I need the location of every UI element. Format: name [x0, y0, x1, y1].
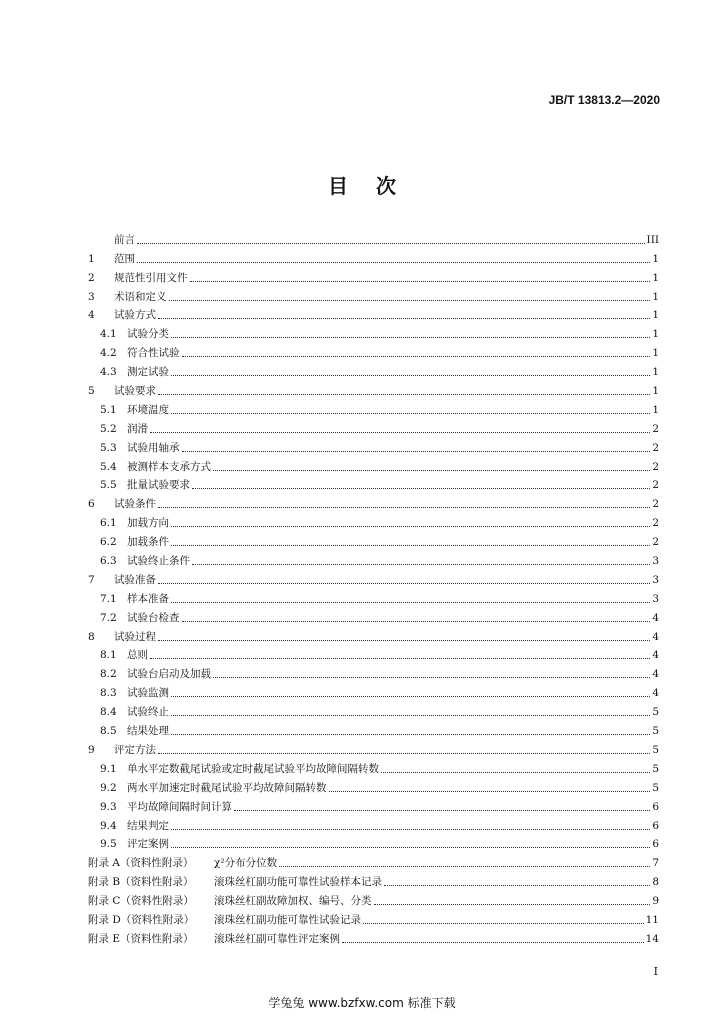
toc-entry[interactable]	[88, 587, 659, 606]
leader-dots	[171, 374, 650, 376]
toc-entry-label: 结果处理	[127, 725, 169, 738]
toc-entry[interactable]	[88, 360, 659, 379]
leader-dots	[213, 676, 650, 678]
title-char-1: 目	[328, 174, 348, 198]
toc-entry-number: 附录 E（资料性附录）	[88, 932, 194, 945]
toc-entry-page: 1	[652, 271, 659, 284]
toc-entry-page: 5	[652, 743, 659, 756]
toc-entry-number: 6.3	[100, 555, 117, 568]
toc-entry-number: 5.4	[100, 460, 117, 473]
toc-entry-number: 5	[88, 385, 95, 398]
page-number: I	[653, 965, 658, 978]
toc-entry[interactable]	[88, 644, 659, 663]
toc-entry-number: 9.5	[100, 838, 117, 851]
toc-entry-label: 评定方法	[114, 743, 156, 756]
leader-dots	[381, 771, 650, 773]
leader-dots	[329, 790, 651, 792]
toc-entry-label: 结果判定	[127, 819, 169, 832]
toc-entry-page: 4	[652, 687, 659, 700]
toc-entry-page: 6	[652, 800, 659, 813]
toc-entry-label: 滚珠丝杠副功能可靠性试验样本记录	[214, 876, 382, 889]
toc-entry-page: 4	[652, 611, 659, 624]
toc-entry[interactable]	[88, 795, 659, 814]
toc-entry-number: 9.4	[100, 819, 117, 832]
toc-entry-label: 试验监测	[127, 687, 169, 700]
toc-entry-page: 2	[652, 517, 659, 530]
toc-entry-page: 1	[652, 403, 659, 416]
toc-entry-label: 试验终止条件	[127, 555, 190, 568]
toc-entry[interactable]	[88, 681, 659, 700]
toc-entry-label: 滚珠丝杠副故障加权、编号、分类	[214, 895, 372, 908]
toc-entry-number: 7.1	[100, 592, 117, 605]
toc-entry-number: 3	[88, 290, 95, 303]
toc-entry-number: 附录 C（资料性附录）	[88, 895, 194, 908]
toc-entry-number: 4.3	[100, 366, 117, 379]
toc-entry-label: 批量试验要求	[127, 479, 190, 492]
toc-entry[interactable]	[88, 322, 659, 341]
toc-entry-page: 1	[652, 385, 659, 398]
leader-dots	[171, 525, 650, 527]
leader-dots	[171, 733, 650, 735]
toc-entry-number: 6.2	[100, 536, 117, 549]
leader-dots	[342, 941, 644, 943]
toc-entry-number: 7.2	[100, 611, 117, 624]
toc-entry[interactable]	[88, 474, 659, 493]
toc-entry-label: 平均故障间隔时间计算	[127, 800, 232, 813]
toc-entry-label: 单水平定数截尾试验或定时截尾试验平均故障间隔转数	[127, 762, 379, 775]
toc-entry-label: 测定试验	[127, 366, 169, 379]
toc-entry-label: 润滑	[127, 422, 148, 435]
toc-entry-page: 4	[652, 649, 659, 662]
toc-entry-number: 附录 A（资料性附录）	[88, 857, 194, 870]
toc-entry-number: 4	[88, 309, 95, 322]
toc-entry[interactable]	[88, 341, 659, 360]
toc-entry[interactable]	[88, 228, 659, 247]
leader-dots	[171, 544, 650, 546]
toc-entry-number: 8.3	[100, 687, 117, 700]
toc-entry-number: 5.1	[100, 403, 117, 416]
toc-entry[interactable]	[88, 568, 659, 587]
leader-dots	[279, 865, 650, 867]
toc-entry-label: 规范性引用文件	[114, 271, 188, 284]
toc-entry-page: 5	[652, 781, 659, 794]
toc-entry-label: 试验终止	[127, 706, 169, 719]
toc-entry-page: 4	[652, 668, 659, 681]
toc-entry-label: 环境温度	[127, 403, 169, 416]
toc-entry[interactable]	[88, 757, 659, 776]
leader-dots	[374, 903, 651, 905]
toc-entry-number: 4.2	[100, 347, 117, 360]
toc-entry-page: 5	[652, 725, 659, 738]
toc-entry-page: 1	[652, 366, 659, 379]
leader-dots	[213, 469, 650, 471]
toc-entry-page: 2	[652, 460, 659, 473]
leader-dots	[137, 261, 650, 263]
toc-entry-number: 6.1	[100, 517, 117, 530]
toc-entry-page: 3	[652, 555, 659, 568]
leader-dots	[234, 809, 650, 811]
leader-dots	[171, 846, 650, 848]
toc-entry-number: 1	[88, 252, 95, 265]
toc-entry[interactable]	[88, 492, 659, 511]
toc-entry-page: III	[646, 233, 659, 246]
toc-entry-label: 试验过程	[114, 630, 156, 643]
leader-dots	[171, 714, 650, 716]
toc-entry-number: 4.1	[100, 328, 117, 341]
toc-entry-number: 9.3	[100, 800, 117, 813]
toc-entry-page: 2	[652, 498, 659, 511]
toc-entry-number: 附录 D（资料性附录）	[88, 913, 195, 926]
document-number: JB/T 13813.2—2020	[548, 93, 660, 107]
page-title	[0, 170, 724, 199]
leader-dots	[192, 487, 650, 489]
toc-entry-page: 1	[652, 328, 659, 341]
leader-dots	[137, 242, 645, 244]
toc-entry-label: 术语和定义	[114, 290, 167, 303]
toc-entry[interactable]	[88, 719, 659, 738]
toc-entry-page: 4	[652, 630, 659, 643]
toc-entry-page: 8	[652, 876, 659, 889]
toc-entry-page: 1	[652, 252, 659, 265]
toc-entry-label: 加载方向	[127, 517, 169, 530]
leader-dots	[158, 752, 650, 754]
table-of-contents	[88, 228, 659, 946]
toc-entry-page: 9	[652, 895, 659, 908]
toc-entry-label: 试验方式	[114, 309, 156, 322]
leader-dots	[182, 450, 651, 452]
toc-entry-page: 1	[652, 347, 659, 360]
toc-entry-number: 5.5	[100, 479, 117, 492]
toc-entry-page: 6	[652, 838, 659, 851]
toc-entry[interactable]	[88, 606, 659, 625]
toc-entry-number: 附录 B（资料性附录）	[88, 876, 194, 889]
toc-entry-page: 1	[652, 290, 659, 303]
toc-entry-number: 8	[88, 630, 95, 643]
leader-dots	[171, 336, 650, 338]
title-char-2: 次	[376, 174, 396, 198]
toc-entry[interactable]	[88, 814, 659, 833]
toc-entry[interactable]	[88, 379, 659, 398]
toc-entry-label: 试验台启动及加载	[127, 668, 211, 681]
toc-entry-page: 5	[652, 706, 659, 719]
toc-entry-number: 8.1	[100, 649, 117, 662]
toc-entry-page: 2	[652, 441, 659, 454]
toc-entry-page: 3	[652, 573, 659, 586]
toc-entry-number: 7	[88, 573, 95, 586]
toc-entry-label: 试验用轴承	[127, 441, 180, 454]
leader-dots	[158, 639, 650, 641]
toc-entry[interactable]	[88, 833, 659, 852]
toc-entry-label: 滚珠丝杠副可靠性评定案例	[214, 932, 340, 945]
toc-entry-label: 符合性试验	[127, 347, 180, 360]
toc-entry[interactable]	[88, 285, 659, 304]
toc-entry[interactable]	[88, 738, 659, 757]
toc-entry-label: 试验台检查	[127, 611, 180, 624]
toc-entry-label: 两水平加速定时截尾试验平均故障间隔转数	[127, 781, 327, 794]
toc-entry-label: 加载条件	[127, 536, 169, 549]
toc-entry-page: 2	[652, 422, 659, 435]
toc-entry-number: 8.5	[100, 725, 117, 738]
toc-entry-page: 2	[652, 536, 659, 549]
toc-entry-label: 试验准备	[114, 573, 156, 586]
toc-entry-number: 5.2	[100, 422, 117, 435]
toc-entry[interactable]	[88, 266, 659, 285]
leader-dots	[158, 393, 650, 395]
toc-entry-number: 2	[88, 271, 95, 284]
toc-entry-page: 3	[652, 592, 659, 605]
toc-entry-page: 6	[652, 819, 659, 832]
toc-entry[interactable]	[88, 549, 659, 568]
toc-entry-number: 9	[88, 743, 95, 756]
toc-entry-page: 14	[645, 932, 659, 945]
toc-entry[interactable]	[88, 851, 659, 870]
toc-entry[interactable]	[88, 908, 659, 927]
toc-entry-label: 评定案例	[127, 838, 169, 851]
toc-entry-label: 试验分类	[127, 328, 169, 341]
leader-dots	[169, 299, 651, 301]
toc-entry-label: 试验条件	[114, 498, 156, 511]
toc-entry[interactable]	[88, 530, 659, 549]
toc-entry-page: 11	[645, 913, 659, 926]
toc-entry[interactable]	[88, 511, 659, 530]
leader-dots	[171, 412, 650, 414]
leader-dots	[190, 280, 651, 282]
leader-dots	[363, 922, 644, 924]
leader-dots	[171, 601, 650, 603]
leader-dots	[182, 620, 651, 622]
toc-entry[interactable]	[88, 700, 659, 719]
toc-entry[interactable]	[88, 927, 659, 946]
leader-dots	[192, 563, 650, 565]
leader-dots	[150, 431, 650, 433]
toc-entry-number: 6	[88, 498, 95, 511]
leader-dots	[384, 884, 650, 886]
toc-entry-number: 8.4	[100, 706, 117, 719]
toc-entry-label: 样本准备	[127, 592, 169, 605]
leader-dots	[171, 695, 650, 697]
toc-entry[interactable]	[88, 662, 659, 681]
toc-entry-page: 1	[652, 309, 659, 322]
toc-entry[interactable]	[88, 417, 659, 436]
toc-entry[interactable]	[88, 625, 659, 644]
toc-entry[interactable]	[88, 436, 659, 455]
leader-dots	[158, 317, 650, 319]
toc-entry-label: 总则	[127, 649, 148, 662]
toc-entry-label: 范围	[114, 252, 135, 265]
toc-entry[interactable]	[88, 247, 659, 266]
toc-entry[interactable]	[88, 776, 659, 795]
leader-dots	[150, 657, 650, 659]
watermark-text: 学兔兔 www.bzfxw.com 标准下载	[268, 996, 456, 1010]
toc-entry-number: 5.3	[100, 441, 117, 454]
toc-entry-page: 7	[652, 857, 659, 870]
leader-dots	[158, 582, 650, 584]
toc-entry-label: χ²分布分位数	[214, 857, 278, 870]
leader-dots	[171, 828, 650, 830]
leader-dots	[158, 506, 650, 508]
toc-entry[interactable]	[88, 304, 659, 323]
toc-entry-page: 2	[652, 479, 659, 492]
toc-entry-label: 前言	[114, 233, 135, 246]
toc-entry-number: 9.1	[100, 762, 117, 775]
toc-entry-label: 滚珠丝杠副功能可靠性试验记录	[214, 913, 361, 926]
toc-entry[interactable]	[88, 398, 659, 417]
toc-entry-label: 试验要求	[114, 385, 156, 398]
toc-entry[interactable]	[88, 455, 659, 474]
toc-entry-page: 5	[652, 762, 659, 775]
toc-entry-number: 9.2	[100, 781, 117, 794]
leader-dots	[182, 355, 651, 357]
toc-entry[interactable]	[88, 870, 659, 889]
toc-entry-label: 被测样本支承方式	[127, 460, 211, 473]
toc-entry-number: 8.2	[100, 668, 117, 681]
toc-entry[interactable]	[88, 889, 659, 908]
